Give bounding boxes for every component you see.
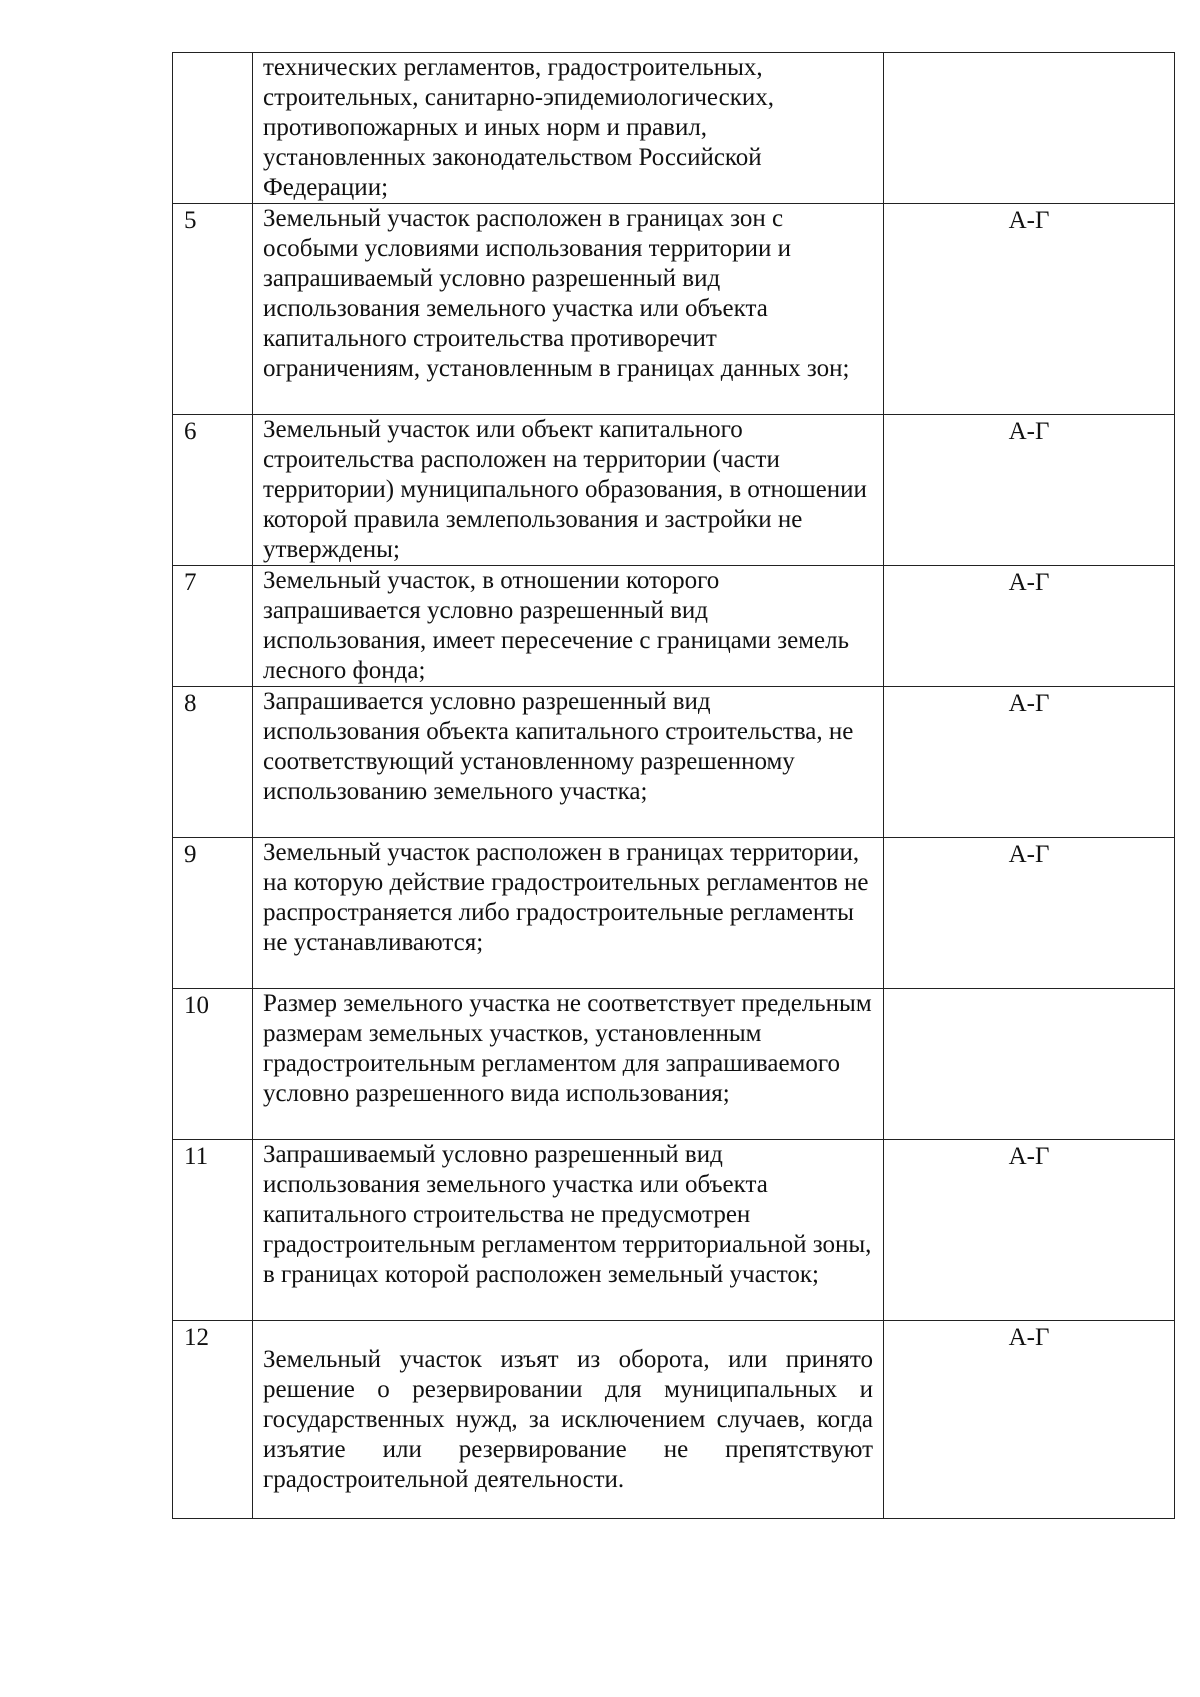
row-text: Земельный участок или объект капитального строительства расположен на территории (части территории) муниципального образования, в отношении которой правила землепользования и застройки не утверждены;: [263, 416, 867, 563]
row-text: технических регламентов, градостроительных, строительных, санитарно-эпидемиологических, противопожарных и иных норм и правил, установленных законодательством Российской Федерации;: [263, 54, 775, 201]
row-result: [884, 989, 1175, 1140]
row-number: 5: [173, 204, 253, 415]
row-number: 11: [173, 1140, 253, 1321]
row-text: Размер земельного участка не соответствует предельным размерам земельных участков, установленным градостроительным регламентом для запрашиваемого условно разрешенного вида использования;: [263, 990, 872, 1107]
row-text: Земельный участок расположен в границах территории, на которую действие градостроительных регламентов не распространяется либо градостроительные регламенты не устанавливаются;: [263, 839, 869, 956]
table-row: [173, 566, 1175, 687]
row-result: А-Г: [884, 687, 1175, 838]
row-number: 6: [173, 415, 253, 566]
row-number: 8: [173, 687, 253, 838]
row-text: Запрашивается условно разрешенный вид использования объекта капитального строительства, не соответствующий установленному разрешенному использованию земельного участка;: [263, 688, 854, 805]
row-result: А-Г: [884, 566, 1175, 687]
row-number: [173, 53, 253, 204]
table-row: [173, 415, 1175, 566]
grounds-table: [172, 52, 1175, 1519]
table-row: [173, 1140, 1175, 1321]
table-row: [173, 1321, 1175, 1519]
row-number: 12: [173, 1321, 253, 1519]
row-result: А-Г: [884, 415, 1175, 566]
row-result: А-Г: [884, 1321, 1175, 1519]
row-text: Земельный участок расположен в границах зон с особыми условиями использования территории и запрашиваемый условно разрешенный вид использования земельного участка или объекта капитального строительства противоречит ограничениям, установленным в границах данных зон;: [263, 205, 850, 382]
row-result: А-Г: [884, 204, 1175, 415]
table-row: [173, 53, 1175, 204]
row-text: Земельный участок изъят из оборота, или принято решение о резервировании для муниципальных и государственных нужд, за исключением случаев, когда изъятие или резервирование не препятствуют градостроительной деятельности.: [263, 1346, 873, 1493]
table-row: [173, 838, 1175, 989]
row-text: Земельный участок, в отношении которого запрашивается условно разрешенный вид использования, имеет пересечение с границами земель лесного фонда;: [263, 567, 850, 684]
row-number: 10: [173, 989, 253, 1140]
row-result: [884, 53, 1175, 204]
row-number: 9: [173, 838, 253, 989]
row-result: А-Г: [884, 1140, 1175, 1321]
table-row: [173, 989, 1175, 1140]
row-number: 7: [173, 566, 253, 687]
row-result: А-Г: [884, 838, 1175, 989]
table-row: [173, 687, 1175, 838]
table-row: [173, 204, 1175, 415]
row-text: Запрашиваемый условно разрешенный вид использования земельного участка или объекта капитального строительства не предусмотрен градостроительным регламентом территориальной зоны, в границах которой расположен земельный участок;: [263, 1141, 872, 1288]
